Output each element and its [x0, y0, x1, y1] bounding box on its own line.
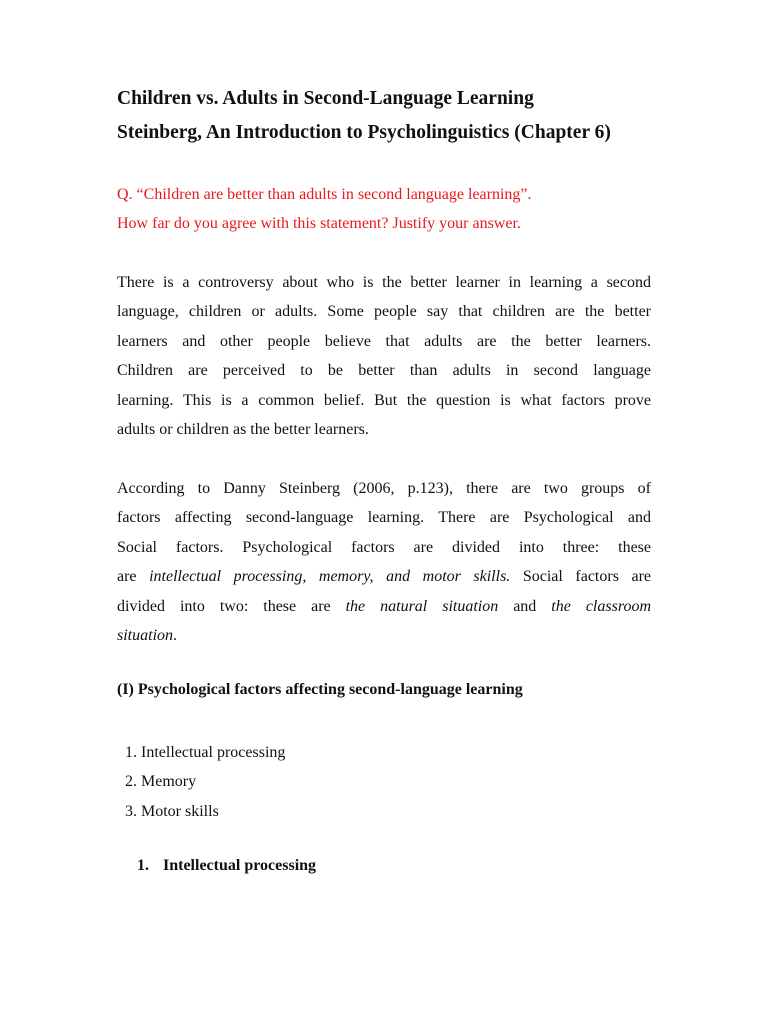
- factor-list: [125, 738, 285, 826]
- paragraph-line: learning. This is a common belief. But the question is what factors prove: [117, 391, 651, 409]
- question-line: How far do you agree with this statement? Justify your answer.: [117, 215, 521, 232]
- document-subtitle: Steinberg, An Introduction to Psycholinguistics (Chapter 6): [117, 122, 611, 143]
- paragraph-line: [117, 592, 651, 621]
- paragraph-line: [117, 562, 651, 591]
- factors-paragraph: [117, 474, 651, 650]
- sub-heading: [137, 857, 316, 875]
- text-run: .: [173, 627, 178, 645]
- list-item: 3. Motor skills: [125, 802, 219, 820]
- text-run: are: [117, 568, 150, 586]
- list-item: 1. Intellectual processing: [125, 744, 286, 761]
- text-run: and: [498, 597, 552, 615]
- italic-phrase: intellectual processing, memory, and motor skills.: [149, 568, 511, 586]
- paragraph-line: According to Danny Steinberg (2006, p.123), there are two groups of: [117, 480, 651, 497]
- paragraph-line: learners and other people believe that adults are the better learners.: [117, 332, 651, 350]
- text-run: divided into two: these are: [117, 597, 346, 615]
- paragraph-line: factors affecting second-language learning. There are Psychological and: [117, 509, 651, 527]
- document-title: Children vs. Adults in Second-Language Learning: [117, 88, 534, 109]
- paragraph-line: Children are perceived to be better than adults in second language: [117, 362, 651, 380]
- sub-heading-text: Intellectual processing: [163, 857, 317, 874]
- italic-phrase: the classroom: [551, 597, 652, 615]
- paragraph-line: adults or children as the better learners.: [117, 421, 369, 439]
- sub-heading-number: 1.: [137, 857, 149, 874]
- section-heading: (I) Psychological factors affecting second-language learning: [117, 681, 523, 698]
- question-line: Q. “Children are better than adults in second language learning”.: [117, 186, 532, 203]
- essay-question: [117, 180, 657, 238]
- text-run: Social factors are: [510, 568, 651, 586]
- italic-phrase: situation: [117, 627, 174, 645]
- list-item: 2. Memory: [125, 773, 197, 791]
- intro-paragraph: [117, 268, 651, 444]
- paragraph-line: language, children or adults. Some people say that children are the better: [117, 303, 651, 321]
- paragraph-line: Social factors. Psychological factors are divided into three: these: [117, 538, 651, 556]
- italic-phrase: the natural situation: [345, 597, 499, 615]
- paragraph-line: There is a controversy about who is the better learner in learning a second: [117, 274, 651, 291]
- paragraph-line: [117, 621, 651, 650]
